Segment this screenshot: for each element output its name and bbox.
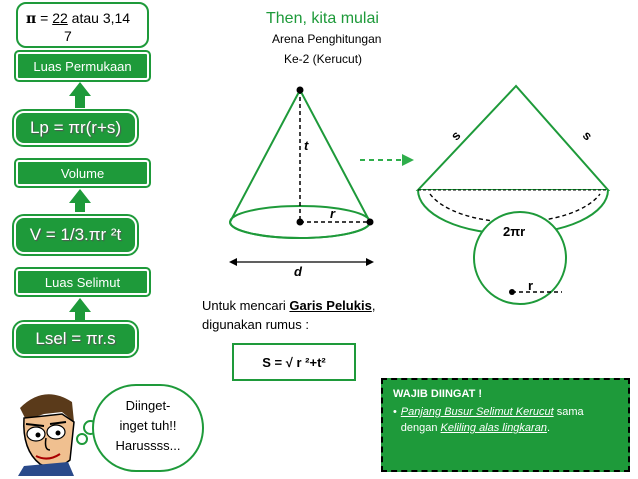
edge-dot — [367, 219, 374, 226]
bubble-text — [94, 396, 202, 456]
slant-formula-text: S = √ r ²+t² — [262, 354, 326, 370]
pi-eq: = — [36, 10, 53, 26]
arrow-stem-2 — [75, 202, 85, 212]
net-label-s-left: s — [447, 127, 464, 144]
cone-label-d: d — [294, 264, 302, 279]
bubble-line2: inget tuh!! — [119, 418, 177, 433]
slide-title: Then, kita mulai — [266, 10, 379, 27]
gp-line2: digunakan rumus : — [202, 317, 309, 332]
reminder-italic2: Keliling alas lingkaran — [440, 422, 547, 434]
cone-label-r: r — [330, 206, 336, 221]
bubble-line1: Diinget- — [125, 398, 171, 413]
pi-denominator: 7 — [64, 28, 72, 44]
net-base-center — [509, 289, 515, 295]
slide-subtitle2: Ke-2 (Kerucut) — [284, 52, 363, 66]
v-formula-text: V = 1/3.πr ²t — [29, 225, 122, 244]
diameter-arrow-left — [229, 258, 237, 266]
reminder-bullet: • — [393, 406, 397, 418]
volume-text: Volume — [60, 165, 105, 181]
pi-symbol: π — [26, 11, 37, 27]
slant-formula-box — [232, 343, 356, 381]
v-formula-box — [14, 216, 137, 254]
volume-label — [16, 160, 149, 186]
cone-diagram — [225, 82, 385, 272]
luas-permukaan-text: Luas Permukaan — [33, 58, 132, 74]
gp-term: Garis Pelukis — [289, 298, 372, 313]
pi-numerator: 22 — [52, 10, 68, 26]
arrow-stem-1 — [75, 96, 85, 108]
dashed-arrow — [358, 150, 418, 170]
reminder-bullet-row — [393, 404, 618, 436]
slide-subtitle: Arena Penghitungan — [272, 32, 382, 46]
cone-net-diagram — [410, 80, 625, 305]
net-label-r: r — [528, 278, 534, 293]
lp-formula-box — [14, 111, 137, 145]
thought-bubble — [92, 384, 204, 472]
luas-permukaan-label — [16, 52, 149, 80]
center-dot — [297, 219, 304, 226]
gp-prefix: Untuk mencari — [202, 298, 290, 313]
lp-formula-text: Lp = πr(r+s) — [29, 118, 122, 137]
cone-label-t: t — [304, 138, 309, 153]
pi-after: atau 3,14 — [67, 10, 131, 26]
pi-formula-box — [16, 2, 149, 48]
reminder-italic1: Panjang Busur Selimut Kerucut — [400, 406, 554, 418]
arrow-up-2 — [69, 189, 91, 203]
arrow-stem-3 — [75, 311, 85, 321]
lsel-formula-box — [14, 322, 137, 356]
apex-dot — [297, 87, 304, 94]
net-label-s-right: s — [579, 127, 596, 144]
reminder-end: . — [546, 422, 551, 434]
thought-bubble-dot-1 — [76, 433, 88, 445]
arrow-up-1 — [69, 82, 91, 96]
lsel-formula-text: Lsel = πr.s — [35, 329, 116, 348]
reminder-box — [381, 378, 630, 472]
net-label-2pir: 2πr — [503, 224, 526, 239]
bubble-line3: Harussss... — [115, 438, 181, 453]
arrow-up-3 — [69, 298, 91, 312]
reminder-plain1: sama dengan — [400, 406, 584, 434]
luas-selimut-label — [16, 269, 149, 295]
luas-selimut-text: Luas Selimut — [44, 274, 121, 290]
reminder-text — [401, 404, 618, 436]
diameter-arrow-right — [366, 258, 374, 266]
reminder-title: WAJIB DIINGAT ! — [393, 388, 483, 400]
gp-suffix: , — [371, 298, 376, 313]
garis-pelukis-text — [202, 296, 422, 334]
pi-formula-line — [26, 10, 130, 27]
cartoon-face-icon — [4, 380, 84, 476]
